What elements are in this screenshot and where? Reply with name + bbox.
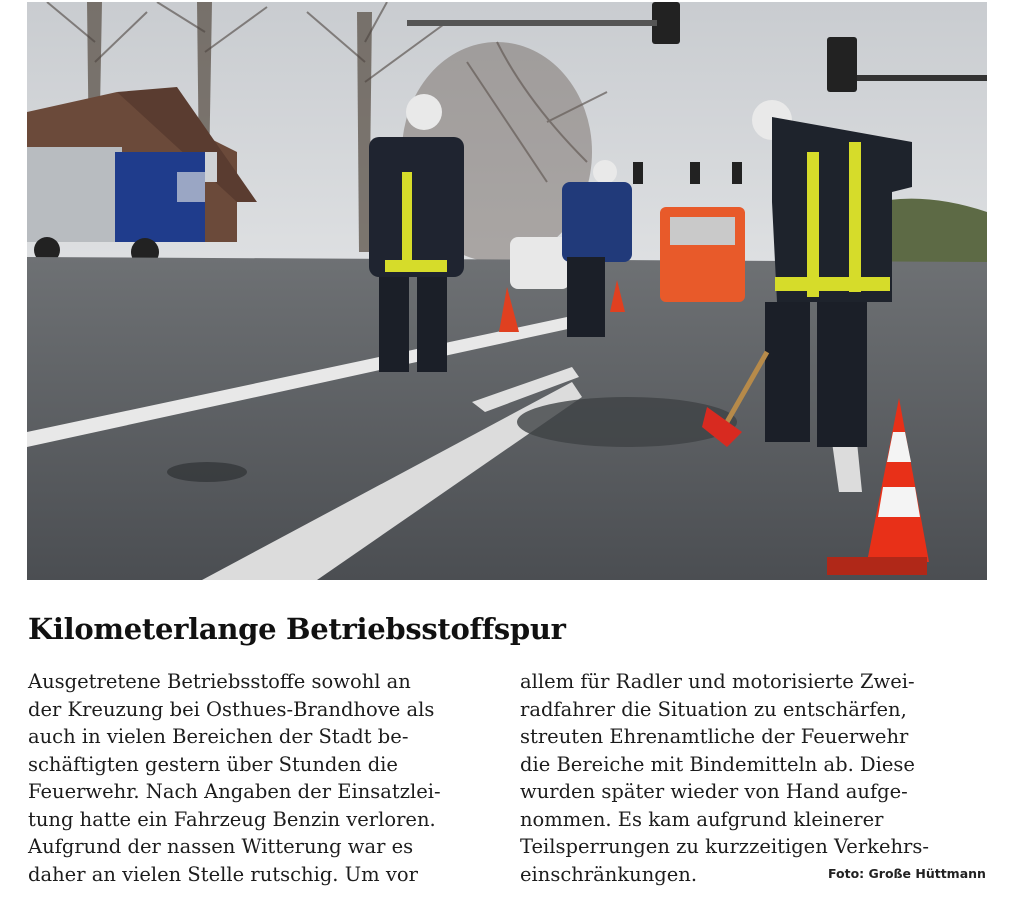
body-line: einschränkungen. bbox=[520, 862, 698, 886]
body-line: Feuerwehr. Nach Angaben der Einsatzlei- bbox=[28, 780, 441, 803]
body-line: streuten Ehrenamtliche der Feuerwehr bbox=[520, 725, 909, 748]
body-line: allem für Radler und motorisierte Zwei- bbox=[520, 670, 915, 693]
body-line: Teilsperrungen zu kurzzeitigen Verkehrs- bbox=[520, 835, 929, 858]
body-line: die Bereiche mit Bindemitteln ab. Diese bbox=[520, 752, 915, 776]
body-line: Aufgrund der nassen Witterung war es bbox=[28, 835, 414, 858]
body-line: daher an vielen Stelle rutschig. Um vor bbox=[28, 862, 418, 886]
body-line: nommen. Es kam aufgrund kleinerer bbox=[520, 807, 884, 831]
body-line: radfahrer die Situation zu entschärfen, bbox=[520, 697, 907, 721]
article-photo bbox=[27, 2, 987, 580]
body-line: auch in vielen Bereichen der Stadt be- bbox=[28, 725, 409, 748]
article-headline: Kilometerlange Betriebsstoffspur bbox=[28, 612, 566, 646]
body-line: schäftigten gestern über Stunden die bbox=[28, 752, 398, 776]
body-line: der Kreuzung bei Osthues-Brandhove als bbox=[28, 697, 435, 721]
photo-credit: Foto: Große Hüttmann bbox=[828, 866, 986, 881]
article-body-left-column bbox=[28, 668, 493, 888]
body-line: wurden später wieder von Hand aufge- bbox=[520, 780, 908, 803]
body-line: tung hatte ein Fahrzeug Benzin verloren. bbox=[28, 807, 436, 831]
article-body-right-column bbox=[520, 668, 985, 888]
body-line: Ausgetretene Betriebsstoffe sowohl an bbox=[28, 670, 411, 693]
